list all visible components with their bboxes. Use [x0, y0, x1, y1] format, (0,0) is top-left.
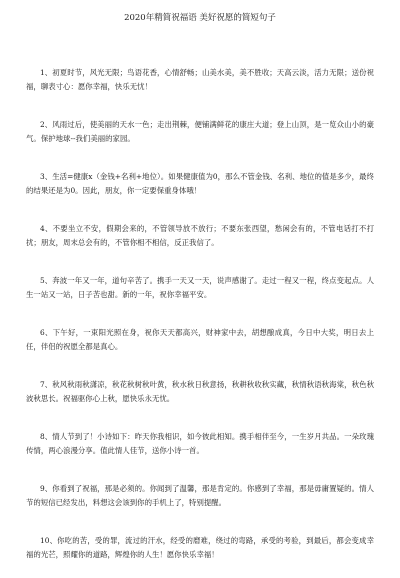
paragraph-2: 2、风雨过后，使美丽的天水一色；走出荆棘，便铺满鲜花的康庄大道；登上山顶，是一览众山小的豪气。保护地球--我们美丽的家园。 — [26, 120, 374, 143]
paragraph-9: 9、你看到了祝福，那是必须的。你闻到了温馨，那是肯定的。你感到了幸福，那是毋庸置疑的。情人节的短信已经发出，料想这会该到你的手机上了，特别提醒。 — [26, 484, 374, 507]
paragraph-3: 3、生活=健康x（金钱+名利+地位）。如果健康值为0，那么不管金钱、名利、地位的值是多少，最终的结果还是为0。因此，朋友，你一定要保重身体哦！ — [26, 172, 374, 195]
paragraph-10: 10、你吃的苦，受的罪，流过的汗水，经受的磨难，绕过的弯路，承受的考验，到最后，都会变成幸福的光芒，照耀你的道路，辉煌你的人生！愿你快乐幸福！ — [26, 536, 374, 559]
paragraph-8: 8、情人节到了！小诗如下：昨天你我相识，如今彼此相知。携手相伴至今，一生岁月共品。一朵玫瑰传情，两心浪漫分享。值此情人佳节，送你小诗一首。 — [26, 432, 374, 455]
paragraph-5: 5、奔波一年又一年，道句辛苦了。携手一天又一天，说声感谢了。走过一程又一程，终点变起点。人生一站又一站，日子苦也甜。新的一年，祝你幸福平安。 — [26, 276, 374, 299]
page-title: 2020年精简祝福语 美好祝愿的简短句子 — [124, 13, 276, 23]
paragraph-7: 7、秋风秋雨秋潇凉，秋花秋树秋叶黄，秋水秋日秋意扬，秋耕秋收秋实藏，秋情秋语秋海棠，秋色秋波秋思长。祝福驱你心上秋，愿快乐永无忧。 — [26, 380, 374, 403]
paragraph-4: 4、不要坐立不安，假期会来的，不管领导放不放行；不要东张西望，愁闲会有的，不管电话打不打扰；朋友，周末总会有的，不管你相不相信，反正我信了。 — [26, 224, 374, 247]
paragraph-1: 1、初夏时节，风光无限；鸟语花香，心情舒畅；山美水美，美不胜收；天高云淡，活力无限；送份祝福，聊表寸心：愿你幸福，快乐无忧！ — [26, 68, 374, 91]
paragraph-6: 6、下午好，一束阳光照在身，祝你天天都高兴，财神家中去，胡想酿成真，今日中大奖，明日去上任，伴侣的祝愿全都是真心。 — [26, 328, 374, 351]
